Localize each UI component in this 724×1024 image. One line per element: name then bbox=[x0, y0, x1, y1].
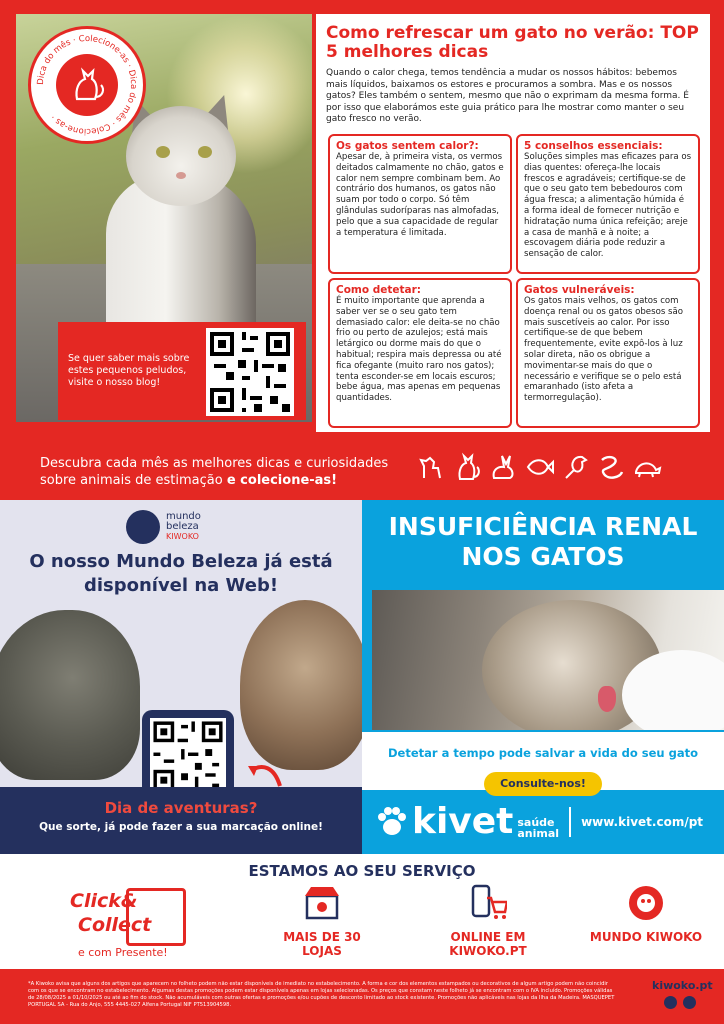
card-how-to-detect bbox=[328, 278, 512, 428]
dog-photo-right bbox=[240, 600, 362, 770]
card-body: Apesar de, à primeira vista, os vermos deitados calmamente no chão, gatos e calor nem sempre combinam bem. Ao contrário dos humanos, os gatos não suam por todo o corpo. Só têm glândulas sudoríparas nas almofadas, pelo que a sua capacidade de regular a temperatura é limitada. bbox=[336, 152, 504, 238]
tip-section bbox=[0, 0, 724, 500]
kivet-sub2: animal bbox=[517, 827, 560, 840]
dog-photo-left bbox=[0, 610, 140, 780]
kiwoko-logo-icon bbox=[627, 884, 665, 922]
collect-text: Collect bbox=[78, 914, 152, 936]
kivet-name: kivet bbox=[412, 801, 514, 842]
article bbox=[316, 14, 710, 432]
click-text: Click& bbox=[70, 890, 138, 912]
service-stores[interactable] bbox=[262, 884, 382, 958]
snake-icon bbox=[596, 452, 626, 482]
card-body: Os gatos mais velhos, os gatos com doença renal ou os gatos obesos são mais suscetíveis ao calor. Por isso certifique-se de que bebem frequentemente, evite expô-los à luz solar direta, não os obrigue a movimentar-se mais do que o necessário e verifique se o pelo está emaranhado (isto afeta a termorregulação). bbox=[524, 296, 684, 404]
dog-logo-icon bbox=[126, 510, 160, 544]
article-title: Como refrescar um gato no verão: TOP 5 melhores dicas bbox=[326, 23, 699, 62]
mundo-beleza-ad bbox=[0, 500, 362, 854]
click-collect-logo bbox=[48, 884, 188, 964]
kivet-brand bbox=[374, 801, 704, 842]
fish-icon bbox=[524, 452, 554, 482]
kivet-sub1: saúde bbox=[517, 816, 555, 829]
card-title: 5 conselhos essenciais: bbox=[524, 140, 663, 152]
card-title: Os gatos sentem calor?: bbox=[336, 140, 479, 152]
legal-text: *A Kiwoko avisa que alguns dos artigos que aparecem no folheto podem não estar disponíveis de imediato no estabelecimento. A forma e cor dos elementos estampados ou decorativos de algum artigo podem não coincidir com os que se encontram no estabelecimento. Algumas destas promoções podem estar disponíveis apenas em lojas selecionadas. Os preços que constam neste folheto já se encontram com o IVA incluído. Promoções válidas de 28/08/2025 a 01/10/2025 ou até ao fim do stock. Não acumuláveis com outras ofertas e promoções e/ou cupões de desconto limitado ao stock existente. Promoções não aplicáveis nas lojas da Ilha da Madeira. MASQUEPET PORTUGAL SA - Rua do Anjo, 555 4445-027 Alfena Portugal NIF PT513904598. bbox=[28, 981, 615, 1008]
services-section bbox=[0, 854, 724, 969]
pet-icons bbox=[416, 452, 662, 482]
card-body: Soluções simples mas eficazes para os dias quentes: ofereça-lhe locais frescos e agradáveis; certifique-se de que o seu gato tem bebedouros com água fresca; a alimentação húmida é a forma ideal de fornecer nutrição e hidratação numa única refeição; areje a casa de manhã e à noite; a escovagem diária pode reduzir a sensação de calor. bbox=[524, 152, 692, 260]
article-intro: Quando o calor chega, temos tendência a mudar os nossos hábitos: bebemos mais líquidos, baixamos os estores e procuramos a sombra. Mas e os nossos gatos? Eles também o sentem, mesmo que não o exprimam da mesma forma. É por isso que elaborámos este guia prático para lhe mostrar como manter o seu gato fresco no verão. bbox=[326, 68, 689, 124]
service-mundo[interactable] bbox=[586, 884, 706, 944]
card-essential-tips bbox=[516, 134, 700, 274]
card-vulnerable-cats bbox=[516, 278, 700, 428]
collect-line2: sobre animais de estimação bbox=[40, 473, 223, 488]
mundo-cta-subtitle: Que sorte, já pode fazer a sua marcação online! bbox=[39, 821, 323, 833]
card-title: Como detetar: bbox=[336, 284, 421, 296]
svg-text:Dica do mês · Colecione-as · D: Dica do mês · Colecione-as · Dica do mês · Colecione-as · bbox=[35, 33, 139, 137]
blog-qr-code[interactable] bbox=[206, 328, 294, 416]
blog-box bbox=[58, 322, 306, 420]
mundo-qr-code[interactable] bbox=[150, 718, 226, 794]
logo-line2: beleza bbox=[166, 521, 199, 532]
mundo-headline: O nosso Mundo Beleza já está disponível na Web! bbox=[29, 551, 333, 596]
mundo-cta bbox=[0, 787, 362, 854]
kivet-url[interactable]: www.kivet.com/pt bbox=[581, 815, 704, 829]
kiwoko-site-link[interactable]: kiwoko.pt bbox=[652, 979, 713, 992]
consult-button[interactable]: Consulte-nos! bbox=[484, 772, 602, 796]
collect-line2-bold: e colecione-as! bbox=[226, 473, 338, 488]
cat-drinking-photo bbox=[372, 590, 724, 730]
turtle-icon bbox=[632, 452, 662, 482]
mundo-cta-title: Dia de aventuras? bbox=[104, 799, 258, 817]
footer bbox=[0, 969, 724, 1024]
phone-cart-icon bbox=[469, 884, 507, 922]
logo-line1: mundo bbox=[166, 511, 201, 522]
badge-ring-text bbox=[31, 29, 143, 141]
cat-icon bbox=[452, 452, 482, 482]
bird-icon bbox=[560, 452, 590, 482]
paw-icon bbox=[374, 805, 408, 839]
facebook-icon[interactable] bbox=[683, 996, 696, 1009]
services-title: ESTAMOS AO SEU SERVIÇO bbox=[248, 862, 476, 880]
kivet-tagline: Detetar a tempo pode salvar a vida do seu gato bbox=[388, 746, 698, 760]
instagram-icon[interactable] bbox=[664, 996, 677, 1009]
dog-icon bbox=[416, 452, 446, 482]
gift-text: e com Presente! bbox=[78, 946, 168, 959]
store-icon bbox=[303, 884, 341, 922]
service-online[interactable] bbox=[428, 884, 548, 958]
collect-line1: Descubra cada mês as melhores dicas e curiosidades bbox=[40, 456, 389, 471]
kivet-headline: INSUFICIÊNCIA RENAL NOS GATOS bbox=[388, 512, 698, 571]
tip-of-month-badge bbox=[28, 26, 146, 144]
service-label: MAIS DE 30 LOJAS bbox=[283, 930, 361, 958]
card-title: Gatos vulneráveis: bbox=[524, 284, 635, 296]
blog-text: Se quer saber mais sobre estes pequenos peludos, visite o nosso blog! bbox=[68, 353, 190, 388]
rabbit-icon bbox=[488, 452, 518, 482]
service-label: ONLINE EM KIWOKO.PT bbox=[449, 930, 527, 958]
service-label: MUNDO KIWOKO bbox=[589, 930, 703, 944]
kivet-ad bbox=[362, 500, 724, 854]
collect-banner bbox=[40, 455, 388, 489]
logo-line3: KIWOKO bbox=[166, 532, 199, 541]
card-body: É muito importante que aprenda a saber ver se o seu gato tem demasiado calor: ele deita-se no chão frio ou perto de azulejos; está mais letárgico ou dorme mais do que o habitual; respira mais depressa ou até fica ofegante (muito raro nos gatos); tenta esconder-se em locais escuros; bebe água, mas apenas em pequenas quantidades. bbox=[336, 296, 502, 404]
card-cats-feel-heat bbox=[328, 134, 512, 274]
mundo-beleza-logo bbox=[126, 510, 201, 544]
